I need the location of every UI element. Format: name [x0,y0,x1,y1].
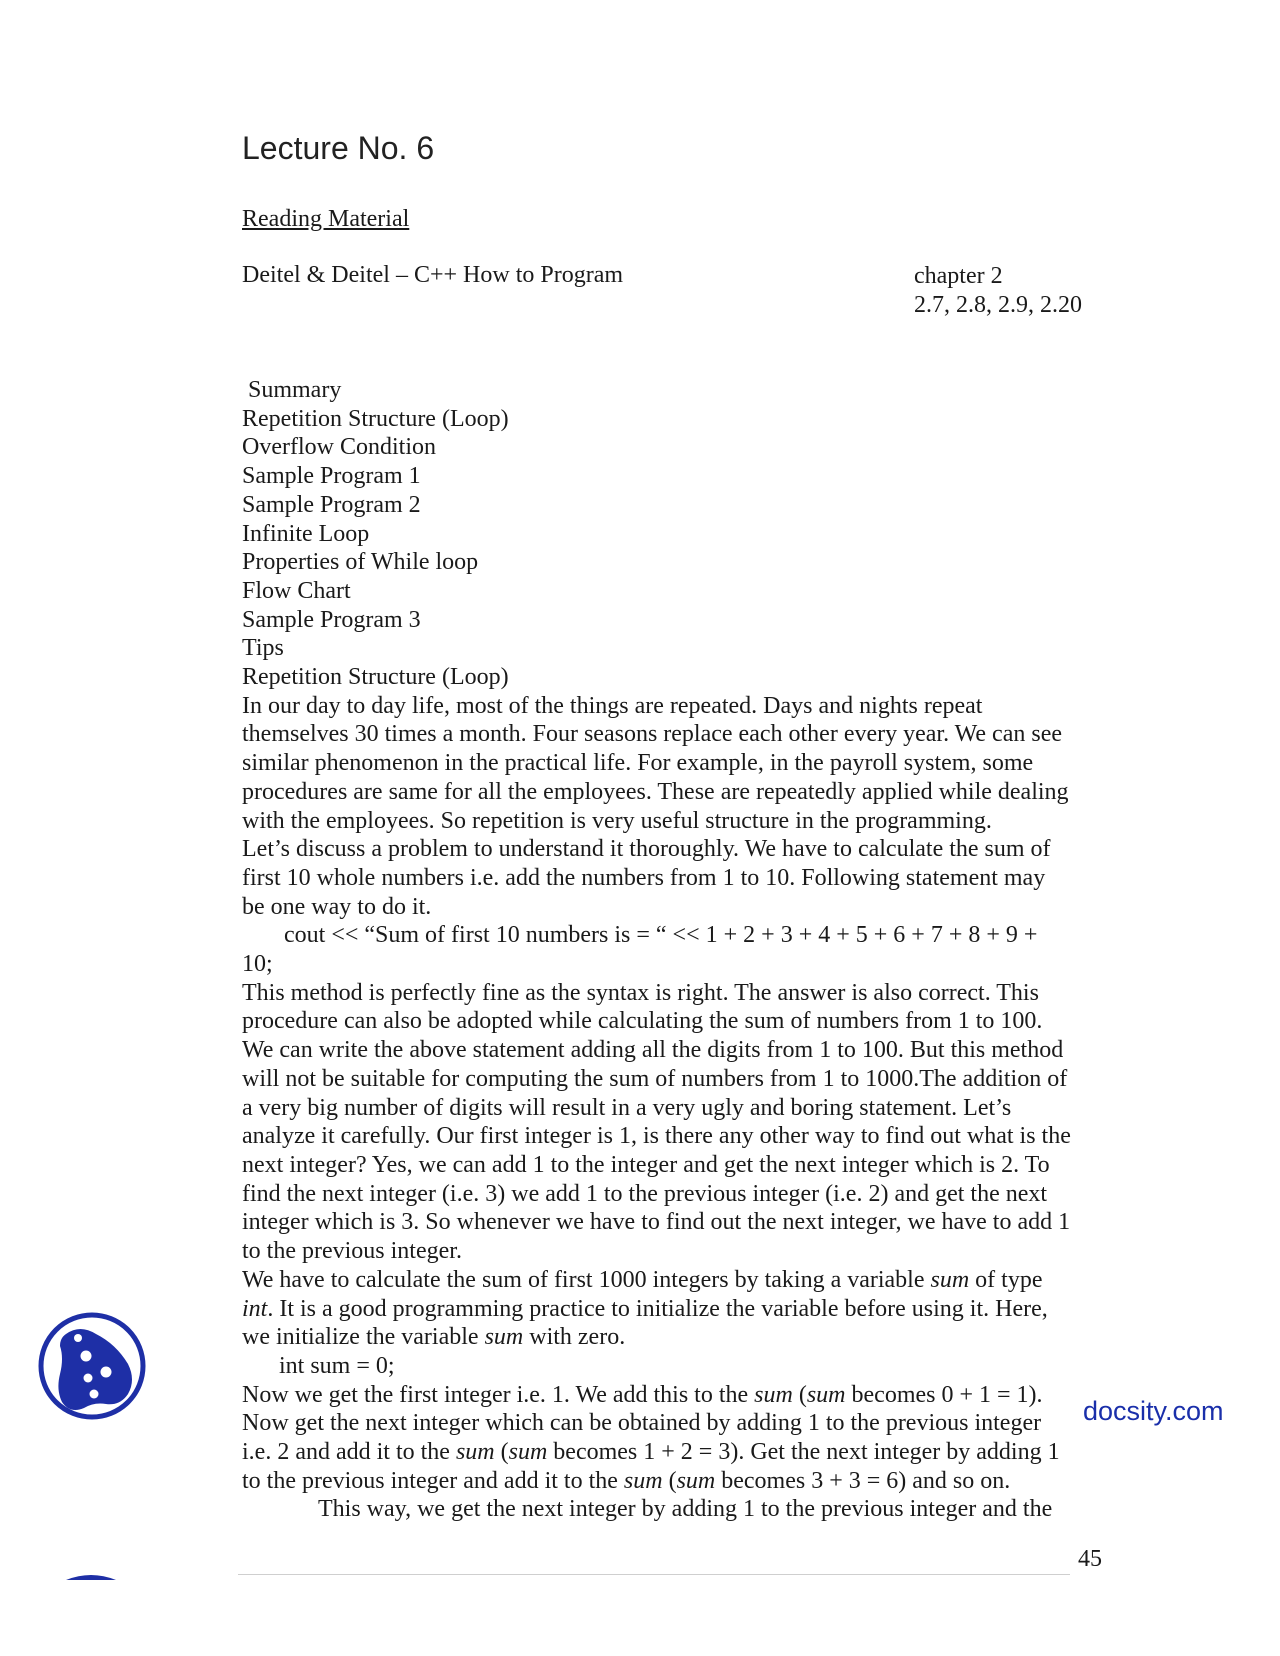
paragraph-analysis [242,979,1102,1266]
summary-item: Overflow Condition [242,434,436,461]
summary-item: Sample Program 2 [242,491,421,518]
text-line: i.e. 2 and add it to the sum (sum becomes 1 + 2 = 3). Get the next integer by adding 1 [242,1439,1060,1466]
text-line: integer which is 3. So whenever we have to find out the next integer, we have to add 1 [242,1209,1071,1236]
code-line: cout << “Sum of first 10 numbers is = “ << 1 + 2 + 3 + 4 + 5 + 6 + 7 + 8 + 9 + [284,922,1038,949]
text-line: we initialize the variable sum with zero. [242,1324,626,1351]
text-line: with the employees. So repetition is very useful structure in the programming. [242,807,992,834]
paragraph-intro [242,692,1102,922]
document-body [242,376,1102,1524]
text-line: We have to calculate the sum of first 1000 integers by taking a variable sum of type [242,1266,1043,1293]
lecture-title: Lecture No. 6 [242,130,435,166]
section-heading: Repetition Structure (Loop) [242,664,509,691]
text-line: In our day to day life, most of the things are repeated. Days and nights repeat [242,692,983,719]
code-line: 10; [242,951,273,978]
summary-item: Repetition Structure (Loop) [242,405,509,432]
text-line: to the previous integer and add it to the sum (sum becomes 3 + 3 = 6) and so on. [242,1467,1011,1494]
reference-book: Deitel & Deitel – C++ How to Program [242,262,624,288]
text-line: themselves 30 times a month. Four seasons replace each other every year. We can see [242,721,1062,748]
text-line: find the next integer (i.e. 3) we add 1 to the previous integer (i.e. 2) and get the next [242,1180,1048,1207]
page-number: 45 [1078,1546,1102,1572]
text-line: be one way to do it. [242,893,432,920]
chapter-sections: 2.7, 2.8, 2.9, 2.20 [914,292,1082,318]
text-line: int. It is a good programming practice to initialize the variable before using it. Here, [242,1295,1048,1322]
summary-item: Infinite Loop [242,520,370,547]
paragraph-continuation: This way, we get the next integer by adding 1 to the previous integer and the [318,1496,1053,1523]
reading-material-heading: Reading Material [242,206,410,232]
paragraph-variable-sum [242,1266,1102,1352]
docsity-watermark-text: docsity.com [1083,1396,1224,1426]
text-line: We can write the above statement adding all the digits from 1 to 100. But this method [242,1037,1064,1064]
summary-item: Sample Program 1 [242,463,421,490]
text-line: next integer? Yes, we can add 1 to the integer and get the next integer which is 2. To [242,1151,1050,1178]
reference-chapter [914,262,1082,320]
text-line: procedure can also be adopted while calculating the sum of numbers from 1 to 100. [242,1008,1043,1035]
text-line: similar phenomenon in the practical life. For example, in the payroll system, some [242,750,1034,777]
text-line: Now we get the first integer i.e. 1. We add this to the sum (sum becomes 0 + 1 = 1). [242,1381,1043,1408]
text-line: Now get the next integer which can be obtained by adding 1 to the previous integer [242,1410,1042,1437]
chapter-number: chapter 2 [914,263,1003,289]
docsity-partial-mark [64,1572,118,1580]
text-line: This method is perfectly fine as the syntax is right. The answer is also correct. This [242,979,1039,1006]
summary-item: Properties of While loop [242,549,479,576]
summary-item: Tips [242,635,284,662]
summary-item: Sample Program 3 [242,606,421,633]
code-int-sum: int sum = 0; [279,1352,395,1379]
text-line: first 10 whole numbers i.e. add the numbers from 1 to 10. Following statement may [242,864,1046,891]
summary-list [242,405,1102,663]
text-line: Let’s discuss a problem to understand it thoroughly. We have to calculate the sum of [242,836,1051,863]
summary-heading: Summary [248,377,342,403]
text-line: analyze it carefully. Our first integer is 1, is there any other way to find out what is the [242,1123,1071,1150]
summary-item: Flow Chart [242,577,351,604]
docsity-logo-icon [36,1310,148,1422]
paragraph-summing [242,1381,1102,1496]
code-cout-statement [242,921,1102,978]
text-line: to the previous integer. [242,1238,462,1265]
text-line: a very big number of digits will result in a very ugly and boring statement. Let’s [242,1094,1012,1121]
text-line: will not be suitable for computing the sum of numbers from 1 to 1000.The addition of [242,1065,1068,1092]
text-line: procedures are same for all the employees. These are repeatedly applied while dealing [242,778,1069,805]
footer-divider [238,1574,1070,1575]
